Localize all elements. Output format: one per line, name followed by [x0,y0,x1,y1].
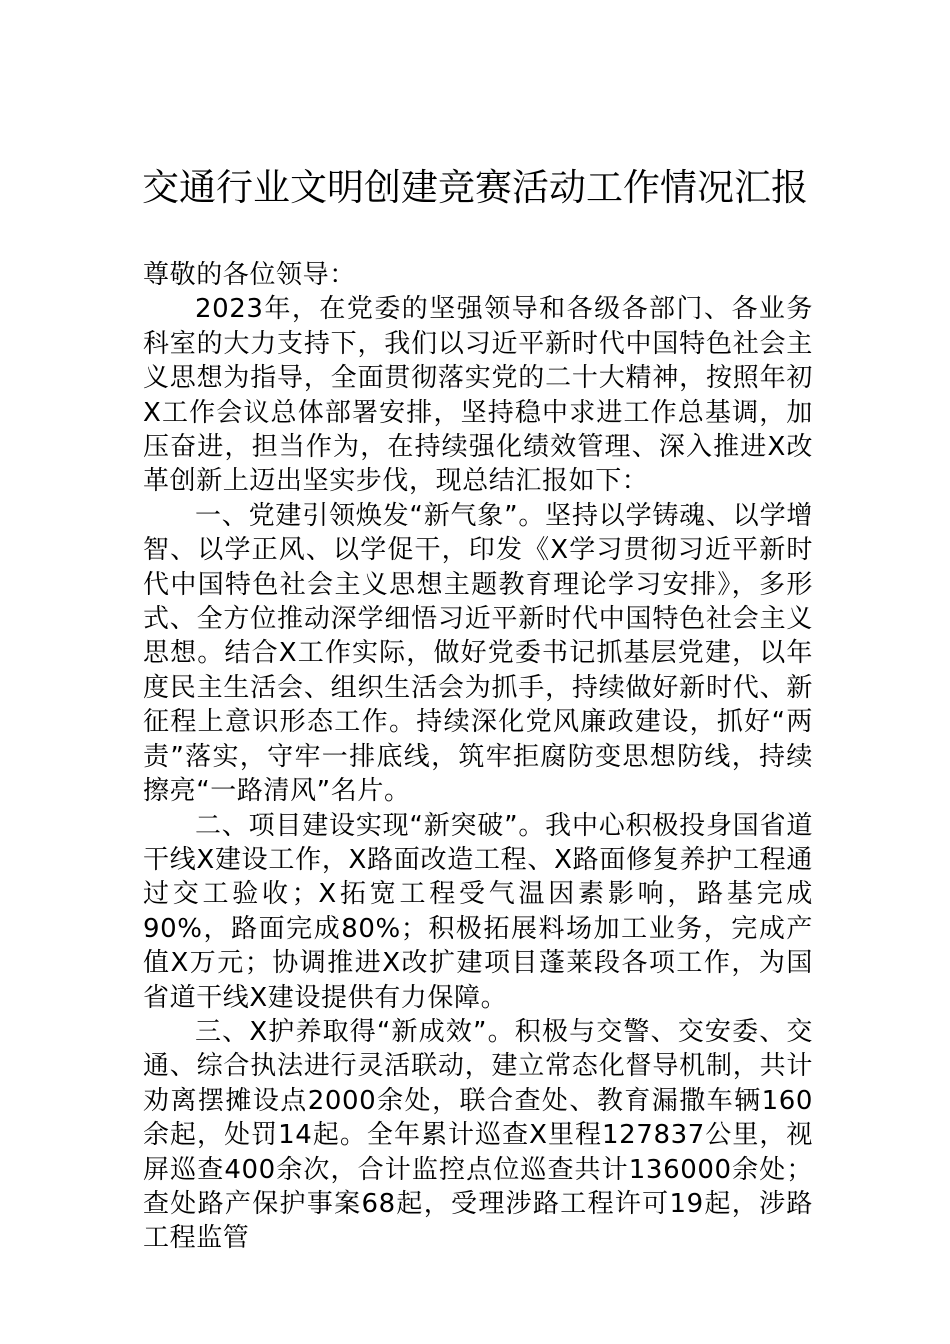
paragraph-party-building: 一、党建引领焕发“新气象”。坚持以学铸魂、以学增智、以学正风、以学促干，印发《X学习贯彻习近平新时代中国特色社会主义思想主题教育理论学习安排》，多形式、全方位推动深学细悟习近平新时代中国特色社会主义思想。结合X工作实际，做好党委书记抓基层党建，以年度民主生活会、组织生活会为抓手，持续做好新时代、新征程上意识形态工作。持续深化党风廉政建设，抓好“两责”落实，守牢一排底线，筑牢拒腐防变思想防线，持续擦亮“一路清风”名片。 [143,500,813,807]
paragraph-maintenance: 三、X护养取得“新成效”。积极与交警、交安委、交通、综合执法进行灵活联动，建立常态化督导机制，共计劝离摆摊设点2000余处，联合查处、教育漏撒车辆160余起，处罚14起。全年累计巡查X里程127837公里，视屏巡查400余次，合计监控点位巡查共计136000余处；查处路产保护事案68起，受理涉路工程许可19起，涉路工程监管 [143,1016,813,1254]
salutation: 尊敬的各位领导： [143,260,356,290]
document-body [143,258,813,1256]
paragraph-intro: 2023年，在党委的坚强领导和各级各部门、各业务科室的大力支持下，我们以习近平新时代中国特色社会主义思想为指导，全面贯彻落实党的二十大精神，按照年初X工作会议总体部署安排，坚持稳中求进工作总基调，加压奋进，担当作为，在持续强化绩效管理、深入推进X改革创新上迈出坚实步伐，现总结汇报如下： [143,294,813,497]
paragraph-project-construction: 二、项目建设实现“新突破”。我中心积极投身国省道干线X建设工作，X路面改造工程、X路面修复养护工程通过交工验收；X拓宽工程受气温因素影响，路基完成90%，路面完成80%；积极拓展料场加工业务，完成产值X万元；协调推进X改扩建项目蓬莱段各项工作，为国省道干线X建设提供有力保障。 [143,810,813,1013]
document-title: 交通行业文明创建竞赛活动工作情况汇报 [142,166,808,209]
